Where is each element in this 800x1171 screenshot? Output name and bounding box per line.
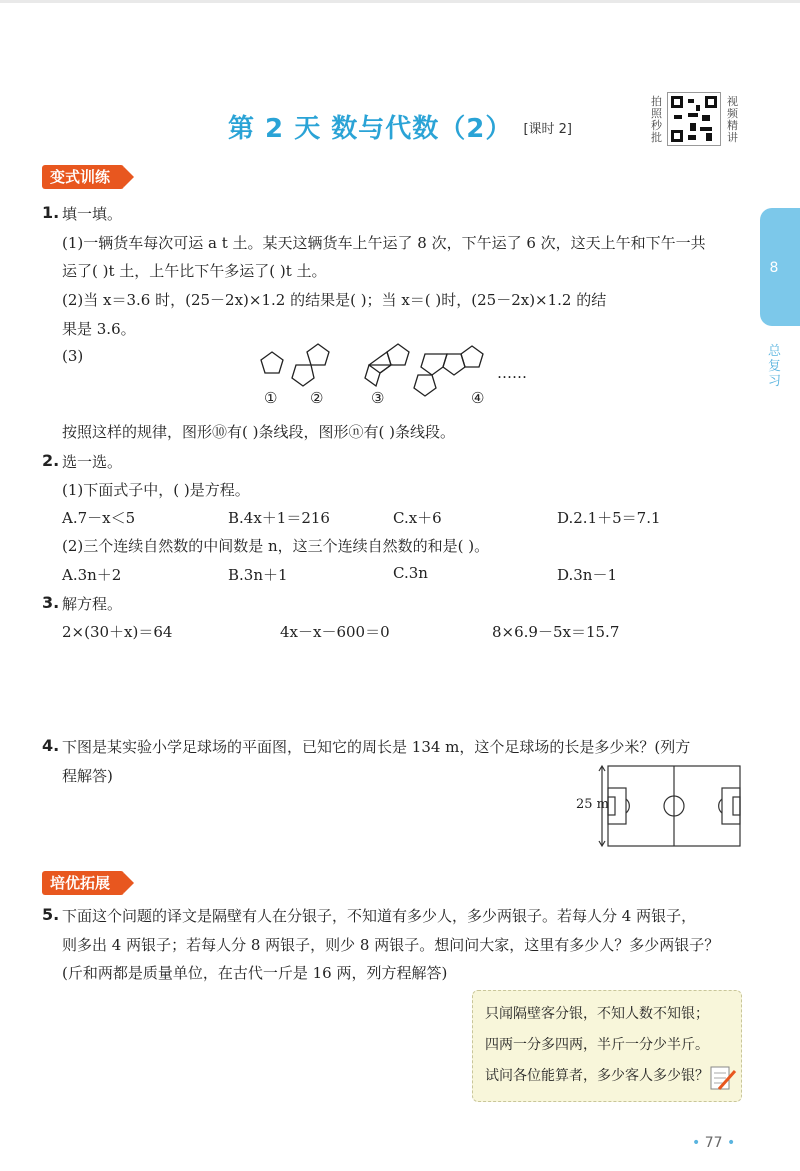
page-dot-left: •	[692, 1135, 701, 1151]
poem-box	[472, 990, 742, 1102]
figure-2-pentagon-b	[292, 365, 314, 386]
page-dot-right: •	[727, 1135, 736, 1151]
figure-label-3: ③	[371, 389, 385, 407]
q1-part1-line1: (1)一辆货车每次可运 a t 土。某天这辆货车上午运了 8 次，下午运了 6 次，这天上午和下午一共	[62, 234, 706, 252]
figure-label-4: ④	[471, 389, 485, 407]
qr-caption-left: 拍照秒批	[651, 95, 662, 144]
figure-label-2: ②	[310, 389, 324, 407]
poem-line-2: 四两一分多四两，半斤一分少半斤。	[485, 1037, 709, 1053]
qr-caption-right: 视频精讲	[727, 95, 738, 144]
right-penalty-box	[722, 788, 740, 824]
q2-p2-option-c: C.3n	[393, 564, 428, 582]
q2-p2-option-d: D.3n－1	[557, 566, 618, 584]
q2-p1-option-c: C.x＋6	[393, 509, 442, 527]
q4-line2: 程解答)	[62, 767, 113, 785]
q1-part2-line1: (2)当 x＝3.6 时，(25－2x)×1.2 的结果是( )；当 x＝( )时，(25－2x)×1.2 的结	[62, 291, 607, 309]
q2-p2-option-b: B.3n＋1	[228, 566, 288, 584]
q2-p2-option-a: A.3n＋2	[62, 566, 122, 584]
left-penalty-box	[608, 788, 626, 824]
q2-p1-option-a: A.7－x＜5	[62, 509, 136, 527]
page-number-text: 77	[704, 1135, 723, 1151]
q1-part3-label: (3)	[62, 347, 84, 365]
chapter-label: 总复习	[768, 344, 782, 389]
soccer-field-diagram	[598, 762, 744, 850]
q3-equation-1: 2×(30＋x)＝64	[62, 623, 173, 641]
top-edge	[0, 0, 800, 3]
figure-label-1: ①	[264, 389, 278, 407]
qr-code-icon[interactable]	[667, 92, 721, 146]
section-badge-variant: 变式训练	[42, 165, 124, 189]
title-text: 第 2 天 数与代数（2）	[228, 114, 513, 144]
right-goal-box	[733, 797, 740, 815]
figure-ellipsis: ……	[497, 364, 527, 382]
q2-p1-option-d: D.2.1＋5＝7.1	[557, 509, 661, 527]
q2-title: 选一选。	[62, 453, 123, 471]
q1-part1-line2: 运了( )t 土，上午比下午多运了( )t 土。	[62, 262, 327, 280]
q5-line2: 则多出 4 两银子；若每人分 8 两银子，则少 8 两银子。想问问大家，这里有多少人？多少两银子？	[62, 936, 720, 954]
figure-3-pentagon-c	[369, 352, 391, 373]
lesson-tag: [课时 2]	[523, 122, 572, 137]
chapter-number: 8	[769, 260, 779, 276]
q3-equation-2: 4x－x－600＝0	[280, 623, 390, 641]
poem-line-3: 试问各位能算者，多少客人多少银？	[485, 1068, 709, 1084]
q4-line1: 下图是某实验小学足球场的平面图，已知它的周长是 134 m，这个足球场的长是多少米？(列方	[62, 738, 691, 756]
chapter-tab[interactable]	[760, 208, 800, 326]
q4-number: 4.	[42, 736, 60, 755]
q5-number: 5.	[42, 905, 60, 924]
q3-equation-3: 8×6.9－5x＝15.7	[492, 623, 620, 641]
figure-1-pentagon	[261, 352, 283, 373]
figure-2-pentagon-a	[307, 344, 329, 365]
q2-p1-option-b: B.4x＋1＝216	[228, 509, 330, 527]
note-pencil-icon	[709, 1061, 737, 1093]
figure-4-pentagon-d	[414, 375, 436, 396]
q3-number: 3.	[42, 593, 60, 612]
q2-number: 2.	[42, 451, 60, 470]
poem-line-1: 只闻隔壁客分银，不知人数不知银；	[485, 1006, 709, 1022]
q2-part2: (2)三个连续自然数的中间数是 n，这三个连续自然数的和是( )。	[62, 537, 490, 555]
q1-part3-text: 按照这样的规律，图形⑩有( )条线段，图形ⓝ有( )条线段。	[62, 423, 455, 441]
section-badge-extension: 培优拓展	[42, 871, 124, 895]
q5-line1: 下面这个问题的译文是隔壁有人在分银子，不知道有多少人，多少两银子。若每人分 4 两银子，	[62, 907, 697, 925]
q1-title: 填一填。	[62, 205, 123, 223]
page-number	[692, 1135, 735, 1151]
field-width-label: 25 m	[576, 797, 610, 812]
figure-4-pentagon-c	[421, 354, 447, 375]
q3-title: 解方程。	[62, 595, 123, 613]
q2-part1: (1)下面式子中，( )是方程。	[62, 481, 250, 499]
q5-line3: (斤和两都是质量单位，在古代一斤是 16 两，列方程解答)	[62, 964, 448, 982]
q1-number: 1.	[42, 203, 60, 222]
left-goal-box	[608, 797, 615, 815]
q1-part2-line2: 果是 3.6。	[62, 320, 136, 338]
